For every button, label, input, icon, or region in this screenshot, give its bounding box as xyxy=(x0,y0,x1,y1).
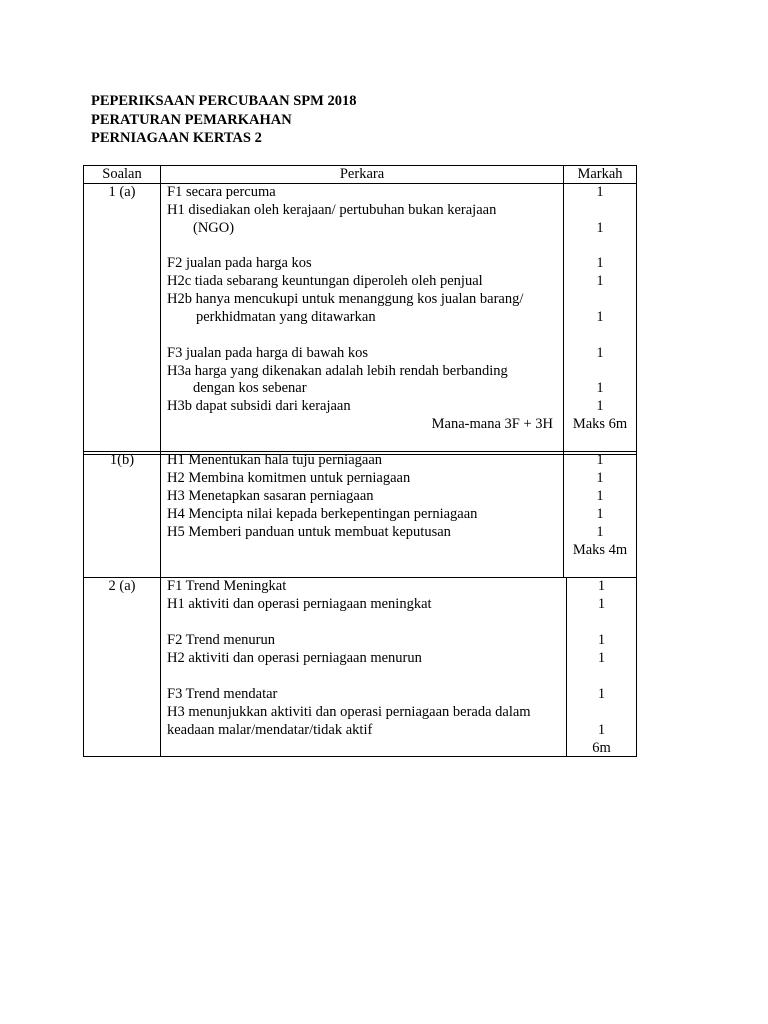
mark-total: 6m xyxy=(592,740,611,756)
column-header-soalan: Soalan xyxy=(102,166,142,182)
section-summary: Mana-mana 3F + 3H xyxy=(431,416,553,432)
perkara-line: H2 aktiviti dan operasi perniagaan menurun xyxy=(167,650,422,666)
mark: 1 xyxy=(596,380,604,396)
soalan-1a: 1 (a) xyxy=(108,184,136,200)
column-divider-1 xyxy=(160,166,161,757)
mark: 1 xyxy=(596,488,604,504)
mark: 1 xyxy=(597,596,606,612)
perkara-line: H1 aktiviti dan operasi perniagaan meningkat xyxy=(167,596,432,612)
perkara-line: keadaan malar/mendatar/tidak aktif xyxy=(167,722,373,738)
mark: 1 xyxy=(596,470,604,486)
perkara-line: F1 Trend Meningkat xyxy=(167,578,287,594)
mark-total: Maks 6m xyxy=(572,416,628,432)
mark: 1 xyxy=(596,184,604,200)
exam-title: PEPERIKSAAN PERCUBAAN SPM 2018 xyxy=(91,93,357,109)
mark: 1 xyxy=(597,722,606,738)
mark: 1 xyxy=(597,686,606,702)
mark: 1 xyxy=(596,309,604,325)
perkara-line: F2 jualan pada harga kos xyxy=(167,255,312,271)
perkara-line: (NGO) xyxy=(193,220,235,236)
marking-scheme-title: PERATURAN PEMARKAHAN xyxy=(91,111,292,128)
mark: 1 xyxy=(596,273,604,289)
perkara-line: H1 disediakan oleh kerajaan/ pertubuhan bukan kerajaan xyxy=(167,202,497,218)
perkara-line: H3 menunjukkan aktiviti dan operasi perniagaan berada dalam xyxy=(167,704,531,720)
column-header-markah: Markah xyxy=(577,166,623,182)
perkara-line: H4 Mencipta nilai kepada berkepentingan perniagaan xyxy=(167,506,478,522)
perkara-line: dengan kos sebenar xyxy=(193,380,307,396)
perkara-line: F1 secara percuma xyxy=(167,184,276,200)
perkara-line: H3 Menetapkan sasaran perniagaan xyxy=(167,488,374,504)
perkara-line: F3 Trend mendatar xyxy=(167,686,278,702)
perkara-line: H2b hanya mencukupi untuk menanggung kos jualan barang/ xyxy=(167,291,524,307)
perkara-line: H2c tiada sebarang keuntungan diperoleh oleh penjual xyxy=(167,273,483,289)
soalan-2a: 2 (a) xyxy=(108,578,136,594)
mark-total: Maks 4m xyxy=(572,542,628,558)
paper-title: PERNIAGAAN KERTAS 2 xyxy=(91,130,262,146)
perkara-line: F2 Trend menurun xyxy=(167,632,275,648)
column-header-perkara: Perkara xyxy=(339,166,385,182)
mark: 1 xyxy=(596,452,604,468)
marking-table xyxy=(83,165,637,757)
perkara-line: H5 Memberi panduan untuk membuat keputusan xyxy=(167,524,451,540)
mark: 1 xyxy=(596,255,604,271)
mark: 1 xyxy=(596,220,604,236)
perkara-line: perkhidmatan yang ditawarkan xyxy=(196,309,376,325)
perkara-line: H2 Membina komitmen untuk perniagaan xyxy=(167,470,411,486)
mark: 1 xyxy=(596,345,604,361)
perkara-line: H3a harga yang dikenakan adalah lebih rendah berbanding xyxy=(167,363,508,379)
document-header xyxy=(91,92,356,148)
mark: 1 xyxy=(596,506,604,522)
mark: 1 xyxy=(597,650,606,666)
soalan-1b: 1(b) xyxy=(109,452,135,468)
mark: 1 xyxy=(596,398,604,414)
mark: 1 xyxy=(597,632,606,648)
mark: 1 xyxy=(596,524,604,540)
perkara-line: H1 Menentukan hala tuju perniagaan xyxy=(167,452,383,468)
perkara-line: F3 jualan pada harga di bawah kos xyxy=(167,345,369,361)
perkara-line: H3b dapat subsidi dari kerajaan xyxy=(167,398,351,414)
mark: 1 xyxy=(597,578,606,594)
